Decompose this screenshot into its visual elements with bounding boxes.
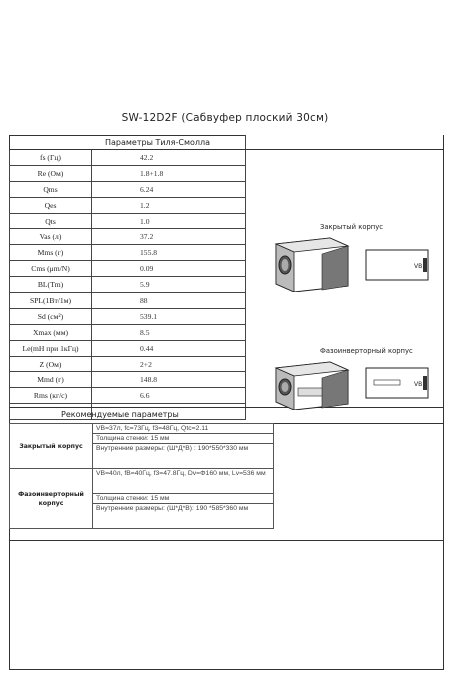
closed-box-label: Закрытый корпус (320, 223, 383, 231)
ts-param-value: 2+2 (92, 356, 246, 372)
ts-param-row (10, 165, 246, 181)
ts-param-name: Mms (г) (10, 245, 92, 261)
ts-param-row (10, 261, 246, 277)
ts-param-value: 0.44 (92, 340, 246, 356)
ts-param-name: Xmax (мм) (10, 324, 92, 340)
ts-param-value: 1.8+1.8 (92, 165, 246, 181)
ts-param-value: 42.2 (92, 150, 246, 166)
rule-line (9, 669, 444, 670)
ts-param-row (10, 150, 246, 166)
ts-param-name: Qts (10, 213, 92, 229)
recommended-header: Рекомендуемые параметры (61, 410, 179, 419)
ts-param-name: Rms (кг/с) (10, 388, 92, 404)
ported-line: VB=40л, fB=40Гц, f3=47.8Гц, Dv=Φ160 мм, Lv=536 мм (93, 469, 274, 494)
ts-param-row (10, 356, 246, 372)
ts-param-value: 155.8 (92, 245, 246, 261)
ts-param-name: Qes (10, 197, 92, 213)
ts-param-value: 37.2 (92, 229, 246, 245)
ported-box-label: Фазоинверторный корпус (320, 347, 413, 355)
ts-param-row (10, 245, 246, 261)
ts-param-name: Sd (см²) (10, 308, 92, 324)
ts-param-row (10, 293, 246, 309)
ported-line: Внутренние размеры: (Ш*Д*В): 190 *585*360 мм (93, 504, 274, 529)
ts-param-row (10, 340, 246, 356)
ts-param-row (10, 388, 246, 404)
ts-param-name: SPL(1Вт/1м) (10, 293, 92, 309)
ts-param-name: Mmd (г) (10, 372, 92, 388)
ts-param-row (10, 308, 246, 324)
ported-box-diagram (268, 356, 438, 410)
ts-param-row (10, 324, 246, 340)
closed-vb-text: VB (414, 263, 423, 270)
ts-params-header-text: Параметры Тиля-Смолла (105, 138, 210, 147)
ts-param-name: BL(Tm) (10, 277, 92, 293)
ts-param-row (10, 372, 246, 388)
closed-box-diagram (268, 232, 438, 292)
ts-param-row (10, 277, 246, 293)
closed-line: Внутренние размеры: (Ш*Д*В) : 190*550*330 мм (93, 444, 274, 469)
page-title: SW-12D2F (Сабвуфер плоский 30см) (121, 112, 329, 124)
ported-line: Толщина стенки: 15 мм (93, 494, 274, 504)
ts-param-value: 8.5 (92, 324, 246, 340)
ported-label: Фазоинверторный корпус (10, 469, 93, 529)
ts-param-name: fs (Гц) (10, 150, 92, 166)
ts-param-value: 0.09 (92, 261, 246, 277)
ts-param-row (10, 181, 246, 197)
rule-line (9, 149, 444, 150)
ts-param-value: 6.24 (92, 181, 246, 197)
ts-param-value: 88 (92, 293, 246, 309)
ts-param-name: Re (Ом) (10, 165, 92, 181)
ts-param-value: 1.2 (92, 197, 246, 213)
closed-line: VB=37л, fc=73Гц, f3=48Гц, Qtc=2.11 (93, 424, 274, 434)
ts-param-row (10, 213, 246, 229)
ts-params-table (9, 149, 246, 420)
ts-params-header (9, 135, 246, 149)
ts-param-value: 6.6 (92, 388, 246, 404)
ts-param-name: Vas (л) (10, 229, 92, 245)
ts-param-row (10, 197, 246, 213)
ts-param-value: 5.9 (92, 277, 246, 293)
recommended-table (9, 423, 444, 529)
ts-param-row (10, 229, 246, 245)
ported-vb-text: VB (414, 381, 423, 388)
ts-param-name: Cms (μm/N) (10, 261, 92, 277)
ts-param-name: Z (Ом) (10, 356, 92, 372)
ts-param-value: 148.8 (92, 372, 246, 388)
rule-line (9, 540, 444, 541)
ts-param-value: 1.0 (92, 213, 246, 229)
ts-param-name: Le(mH при 1кГц) (10, 340, 92, 356)
closed-line: Толщина стенки: 15 мм (93, 434, 274, 444)
ts-param-value: 539.1 (92, 308, 246, 324)
ts-param-name: Qms (10, 181, 92, 197)
closed-label: Закрытый корпус (10, 424, 93, 469)
